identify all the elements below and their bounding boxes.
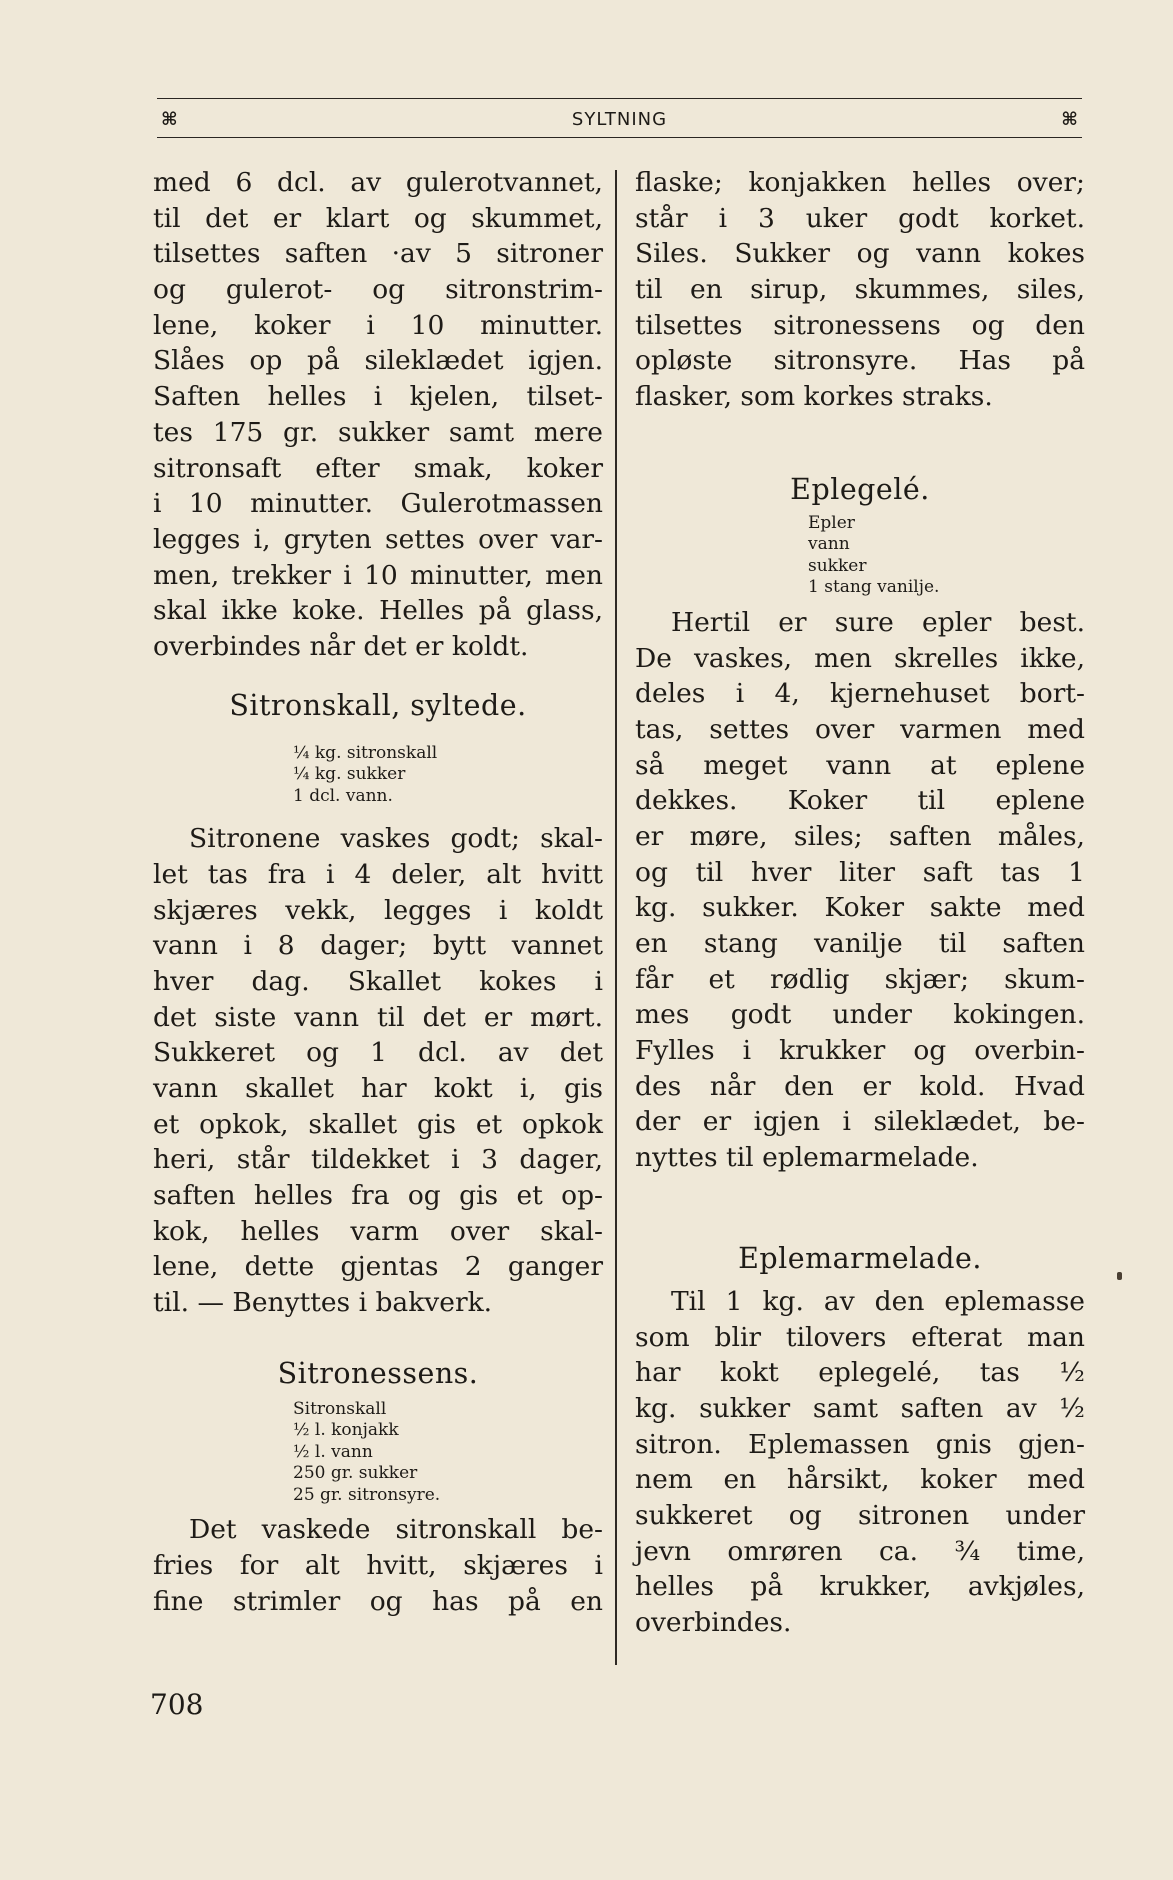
recipe-body bbox=[153, 1512, 603, 1619]
running-title: SYLTNING bbox=[571, 109, 668, 130]
header-ornament-right: ⌘ bbox=[1061, 109, 1078, 130]
text-line: står i 3 uker godt korket. bbox=[635, 202, 1085, 234]
ingredient: ½ l. konjakk bbox=[293, 1420, 399, 1441]
text-line: lene, dette gjentas 2 ganger bbox=[153, 1251, 603, 1283]
running-header bbox=[157, 98, 1082, 138]
text-line: Slåes op på sileklædet igjen. bbox=[153, 345, 603, 377]
text-line: er møre, siles; saften måles, bbox=[635, 820, 1085, 852]
text-line: opløste sitronsyre. Has på bbox=[635, 345, 1085, 377]
text-line: deles i 4, kjernehuset bort- bbox=[635, 678, 1085, 710]
text-line: og til hver liter saft tas 1 bbox=[635, 856, 1085, 888]
text-line: skal ikke koke. Helles på glass, bbox=[153, 595, 603, 627]
text-line: Sitronene vaskes godt; skal- bbox=[189, 823, 603, 855]
text-line: overbindes når det er koldt. bbox=[153, 630, 529, 662]
page-number: 708 bbox=[150, 1688, 204, 1721]
ingredient: Sitronskall bbox=[293, 1398, 387, 1419]
text-line: til. — Benyttes i bakverk. bbox=[153, 1287, 493, 1319]
text-line: der er igjen i sileklædet, be- bbox=[635, 1106, 1085, 1138]
text-line: mes godt under kokingen. bbox=[635, 999, 1085, 1031]
text-line: fine strimler og has på en bbox=[153, 1585, 603, 1617]
text-line: let tas fra i 4 deler, alt hvitt bbox=[153, 858, 603, 890]
ingredient: 250 gr. sukker bbox=[293, 1463, 418, 1484]
text-line: har kokt eplegelé, tas ½ bbox=[635, 1357, 1085, 1389]
continued-paragraph bbox=[635, 165, 1085, 415]
text-line: tilsettes saften ·av 5 sitroner bbox=[153, 238, 603, 270]
text-line: vann skallet har kokt i, gis bbox=[153, 1072, 603, 1104]
text-line: jevn omrøren ca. ¾ time, bbox=[635, 1535, 1085, 1567]
text-line: tas, settes over varmen med bbox=[635, 713, 1085, 745]
text-line: nyttes til eplemarmelade. bbox=[635, 1142, 979, 1174]
ingredient: Epler bbox=[808, 512, 855, 533]
text-line: kg. sukker. Koker sakte med bbox=[635, 892, 1085, 924]
column-divider bbox=[615, 170, 617, 1665]
text-line: kok, helles varm over skal- bbox=[153, 1215, 603, 1247]
ingredient: 1 stang vanilje. bbox=[808, 577, 940, 598]
recipe-title: Sitronskall, syltede. bbox=[229, 688, 527, 722]
recipe-body bbox=[153, 821, 603, 1321]
intro-paragraph bbox=[153, 165, 603, 665]
text-line: saften helles fra og gis et op- bbox=[153, 1180, 603, 1211]
ingredient-list bbox=[153, 1399, 603, 1507]
text-line: et opkok, skallet gis et opkok bbox=[153, 1108, 603, 1140]
text-line: Hertil er sure epler best. bbox=[671, 606, 1085, 638]
text-line: hver dag. Skallet kokes i bbox=[153, 965, 603, 997]
text-line: tes 175 gr. sukker samt mere bbox=[153, 416, 603, 448]
text-line: heri, står tildekket i 3 dager, bbox=[153, 1144, 603, 1176]
text-line: en stang vanilje til saften bbox=[635, 928, 1085, 959]
text-line: sitron. Eplemassen gnis gjen- bbox=[635, 1428, 1085, 1460]
text-line: fries for alt hvitt, skjæres i bbox=[153, 1549, 603, 1581]
right-column bbox=[635, 165, 1085, 1641]
text-line: får et rødlig skjær; skum- bbox=[635, 963, 1085, 995]
text-line: des når den er kold. Hvad bbox=[635, 1070, 1085, 1102]
text-line: Til 1 kg. av den eplemasse bbox=[671, 1285, 1085, 1317]
text-line: sitronsaft efter smak, koker bbox=[153, 452, 603, 484]
recipe-body bbox=[635, 1284, 1085, 1641]
text-line: men, trekker i 10 minutter, men bbox=[153, 559, 603, 591]
recipe-title: Eplemarmelade. bbox=[738, 1241, 982, 1275]
ingredient: ¼ kg. sitronskall bbox=[293, 742, 438, 763]
text-line: Saften helles i kjelen, tilset- bbox=[153, 381, 603, 413]
ingredient: vann bbox=[808, 534, 850, 555]
left-column bbox=[153, 165, 603, 1619]
text-line: til det er klart og skummet, bbox=[153, 202, 603, 234]
text-line: Sukkeret og 1 dcl. av det bbox=[153, 1037, 603, 1069]
text-line: dekkes. Koker til eplene bbox=[635, 785, 1085, 817]
text-line: flasker, som korkes straks. bbox=[635, 381, 993, 413]
ingredient-list bbox=[635, 513, 1085, 599]
text-line: det siste vann til det er mørt. bbox=[153, 1001, 603, 1033]
recipe-title: Sitronessens. bbox=[277, 1356, 479, 1390]
text-line: lene, koker i 10 minutter. bbox=[153, 309, 603, 341]
text-line: så meget vann at eplene bbox=[635, 749, 1085, 781]
header-ornament-left: ⌘ bbox=[161, 109, 178, 130]
text-line: i 10 minutter. Gulerotmassen bbox=[153, 488, 603, 520]
text-line: helles på krukker, avkjøles, bbox=[635, 1571, 1085, 1603]
text-line: Det vaskede sitronskall be- bbox=[189, 1514, 603, 1546]
text-line: til en sirup, skummes, siles, bbox=[635, 274, 1085, 306]
text-line: sukkeret og sitronen under bbox=[635, 1499, 1085, 1531]
text-line: nem en hårsikt, koker med bbox=[635, 1464, 1085, 1496]
text-line: flaske; konjakken helles over; bbox=[635, 167, 1085, 198]
text-line: kg. sukker samt saften av ½ bbox=[635, 1392, 1085, 1424]
text-line: Fylles i krukker og overbin- bbox=[635, 1035, 1085, 1067]
text-line: vann i 8 dager; bytt vannet bbox=[153, 930, 603, 962]
ingredient: ¼ kg. sukker bbox=[293, 764, 406, 785]
text-line: som blir tilovers efterat man bbox=[635, 1321, 1085, 1353]
text-line: legges i, gryten settes over var- bbox=[153, 523, 603, 555]
recipe-title: Eplegelé. bbox=[790, 472, 930, 506]
text-line: overbindes. bbox=[635, 1607, 792, 1638]
ink-speck bbox=[1117, 1272, 1122, 1280]
text-line: tilsettes sitronessens og den bbox=[635, 309, 1085, 341]
ingredient-list bbox=[153, 743, 603, 808]
ingredient: 1 dcl. vann. bbox=[293, 785, 393, 806]
text-line: Siles. Sukker og vann kokes bbox=[635, 238, 1085, 270]
text-line: med 6 dcl. av gulerotvannet, bbox=[153, 167, 603, 198]
ingredient: 25 gr. sitronsyre. bbox=[293, 1484, 441, 1505]
text-line: og gulerot- og sitronstrim- bbox=[153, 274, 603, 306]
ingredient: ½ l. vann bbox=[293, 1441, 373, 1462]
recipe-body bbox=[635, 605, 1085, 1176]
text-line: De vaskes, men skrelles ikke, bbox=[635, 642, 1085, 674]
ingredient: sukker bbox=[808, 555, 867, 576]
text-line: skjæres vekk, legges i koldt bbox=[153, 894, 603, 926]
